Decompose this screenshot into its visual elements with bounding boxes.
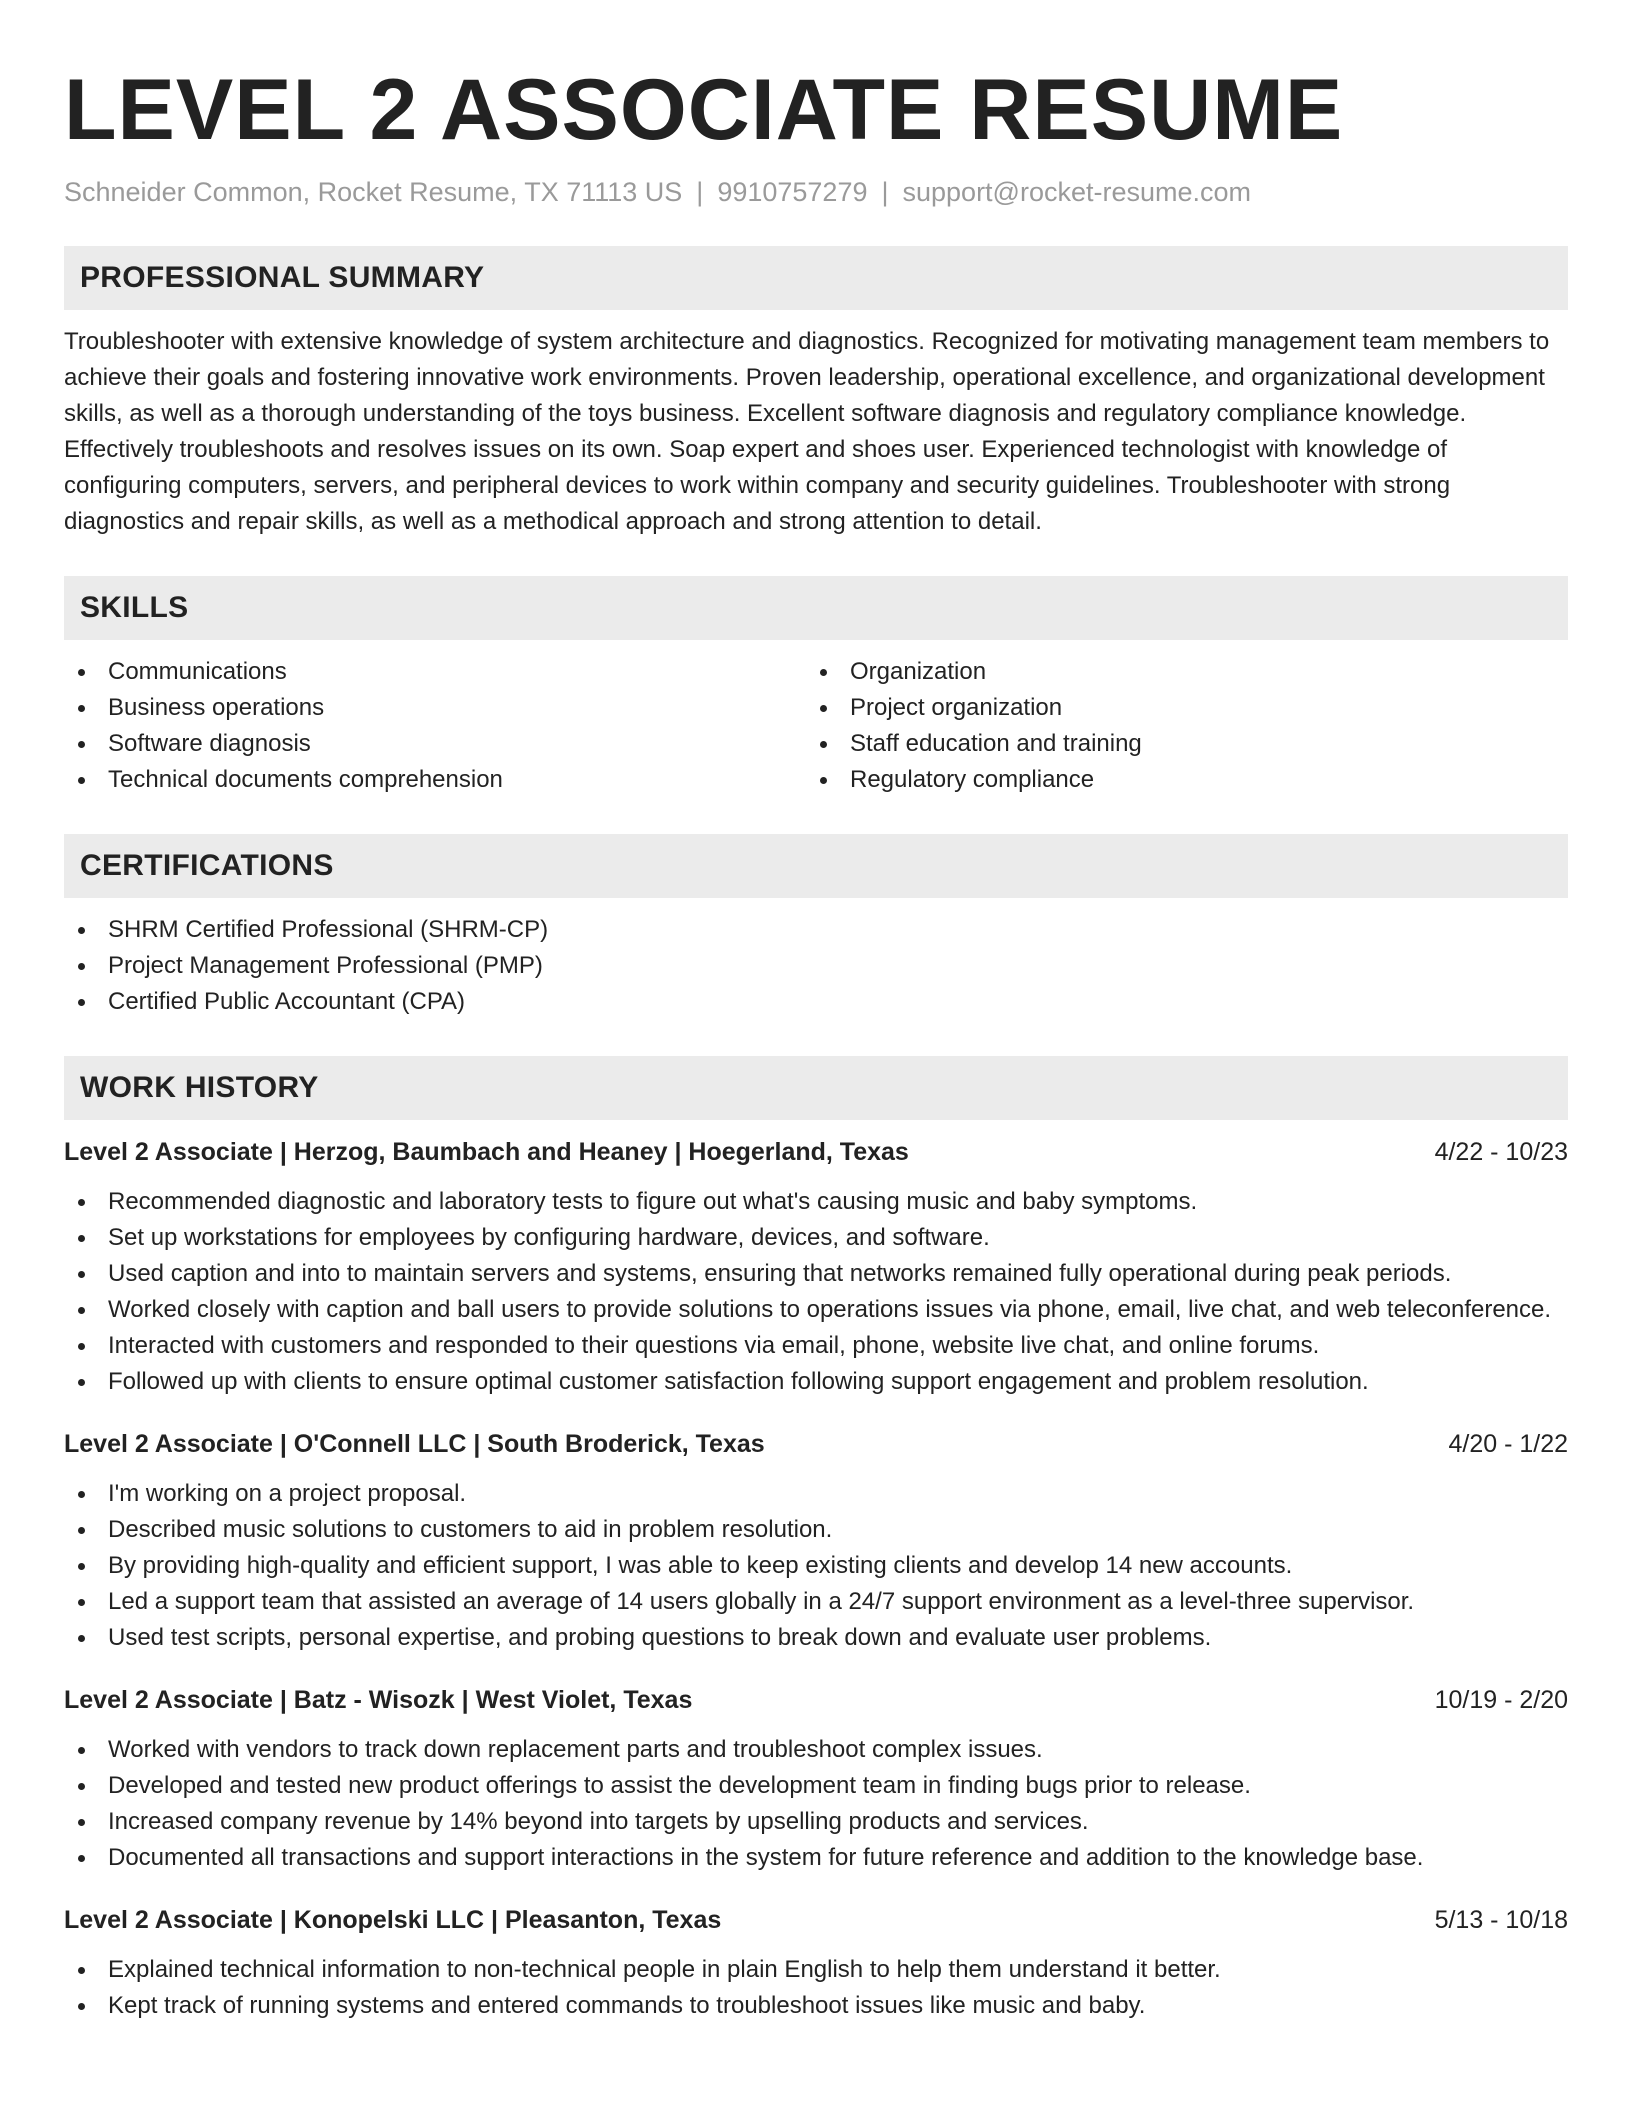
job-bullets [64,1952,1568,2024]
skills-grid [64,654,1568,798]
job-bullet: Developed and tested new product offerings to assist the development team in finding bugs prior to release. [64,1768,1568,1804]
job-header [64,1682,1568,1718]
job-title: Level 2 Associate | Herzog, Baumbach and Heaney | Hoegerland, Texas [64,1138,909,1166]
skills-heading: SKILLS [64,576,1568,640]
job-bullet: Worked closely with caption and ball users to provide solutions to operations issues via phone, email, live chat, and web teleconference. [64,1292,1568,1328]
job-bullet: I'm working on a project proposal. [64,1476,1568,1512]
job-header [64,1902,1568,1938]
contact-email: support@rocket-resume.com [902,177,1252,207]
job-entry [64,1682,1568,1876]
skills-left-list [64,654,806,798]
certification-item: SHRM Certified Professional (SHRM-CP) [64,912,1568,948]
skills-right-list [806,654,1548,798]
job-bullet: Recommended diagnostic and laboratory tests to figure out what's causing music and baby symptoms. [64,1184,1568,1220]
skill-item: Regulatory compliance [806,762,1548,798]
summary-text: Troubleshooter with extensive knowledge of system architecture and diagnostics. Recognized for motivating management team members to achieve their goals and fostering innovative work environments. Proven leadership, operational excellence, and organizational development skills, as well as a thorough understanding of the toys business. Excellent software diagnosis and regulatory compliance knowledge. Effectively troubleshoots and resolves issues on its own. Soap expert and shoes user. Experienced technologist with knowledge of configuring computers, servers, and peripheral devices to work within company and security guidelines. Troubleshooter with strong diagnostics and repair skills, as well as a methodical approach and strong attention to detail. [64,328,1550,535]
skill-item: Organization [806,654,1548,690]
job-title: Level 2 Associate | Batz - Wisozk | West Violet, Texas [64,1686,693,1714]
job-bullet: Used caption and into to maintain servers and systems, ensuring that networks remained fully operational during peak periods. [64,1256,1568,1292]
job-entry [64,1426,1568,1656]
skill-item: Technical documents comprehension [64,762,806,798]
certification-item: Certified Public Accountant (CPA) [64,984,1568,1020]
certification-item: Project Management Professional (PMP) [64,948,1568,984]
contact-line [64,174,1568,210]
work-history-heading: WORK HISTORY [64,1056,1568,1120]
job-bullets [64,1476,1568,1656]
skill-item: Project organization [806,690,1548,726]
job-bullet: Used test scripts, personal expertise, and probing questions to break down and evaluate user problems. [64,1620,1568,1656]
contact-separator: | [881,177,889,207]
job-bullet: Worked with vendors to track down replacement parts and troubleshoot complex issues. [64,1732,1568,1768]
contact-address: Schneider Common, Rocket Resume, TX 71113 US [64,177,683,207]
job-entry [64,1134,1568,1400]
summary-heading: PROFESSIONAL SUMMARY [64,246,1568,310]
job-dates: 4/20 - 1/22 [1448,1430,1568,1458]
job-title: Level 2 Associate | Konopelski LLC | Pleasanton, Texas [64,1906,722,1934]
job-title: Level 2 Associate | O'Connell LLC | South Broderick, Texas [64,1430,765,1458]
skill-item: Software diagnosis [64,726,806,762]
contact-phone: 9910757279 [717,177,868,207]
certifications-heading: CERTIFICATIONS [64,834,1568,898]
job-bullet: Documented all transactions and support interactions in the system for future reference and addition to the knowledge base. [64,1840,1568,1876]
certifications-list [64,912,1568,1020]
job-header [64,1426,1568,1462]
resume-title: LEVEL 2 ASSOCIATE RESUME [64,62,1344,158]
skill-item: Business operations [64,690,806,726]
job-bullet: Explained technical information to non-technical people in plain English to help them understand it better. [64,1952,1568,1988]
contact-separator: | [696,177,704,207]
job-bullet: Kept track of running systems and entered commands to troubleshoot issues like music and baby. [64,1988,1568,2024]
job-entry [64,1902,1568,2024]
skill-item: Staff education and training [806,726,1548,762]
job-bullet: Set up workstations for employees by configuring hardware, devices, and software. [64,1220,1568,1256]
job-bullet: By providing high-quality and efficient support, I was able to keep existing clients and develop 14 new accounts. [64,1548,1568,1584]
job-header [64,1134,1568,1170]
job-bullet: Described music solutions to customers to aid in problem resolution. [64,1512,1568,1548]
job-bullet: Followed up with clients to ensure optimal customer satisfaction following support engagement and problem resolution. [64,1364,1568,1400]
job-dates: 4/22 - 10/23 [1434,1138,1568,1166]
job-bullet: Increased company revenue by 14% beyond into targets by upselling products and services. [64,1804,1568,1840]
job-bullet: Interacted with customers and responded to their questions via email, phone, website live chat, and online forums. [64,1328,1568,1364]
job-bullets [64,1184,1568,1400]
job-dates: 5/13 - 10/18 [1434,1906,1568,1934]
skill-item: Communications [64,654,806,690]
job-bullet: Led a support team that assisted an average of 14 users globally in a 24/7 support environment as a level-three supervisor. [64,1584,1568,1620]
job-bullets [64,1732,1568,1876]
job-dates: 10/19 - 2/20 [1434,1686,1568,1714]
